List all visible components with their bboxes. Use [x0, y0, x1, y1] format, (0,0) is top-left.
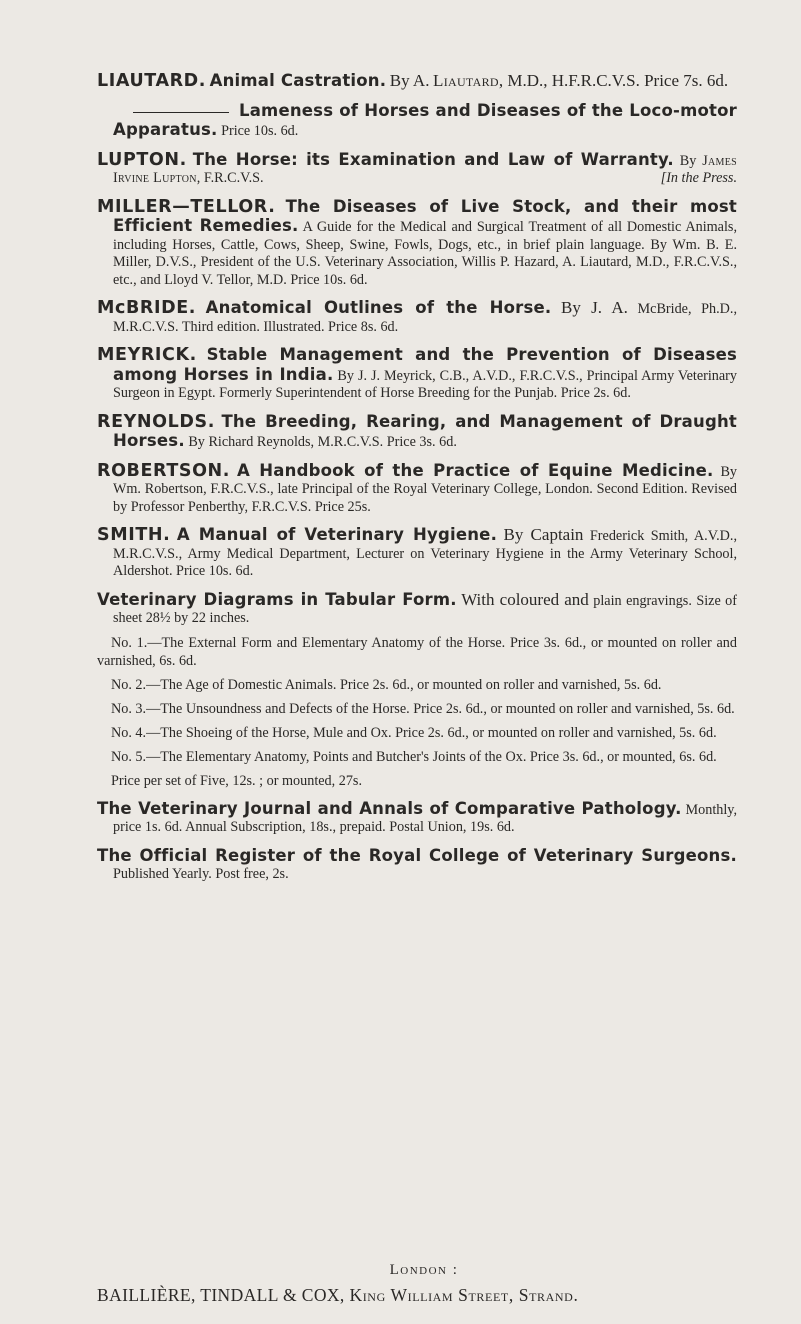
entry-details: McBride, Ph.D., M.R.C.V.S. Third edition. Illustrated. Price 8s. 6d. [113, 301, 738, 335]
entry-author: LIAUTARD. [97, 71, 207, 91]
entry-details: By Wm. Robertson, F.R.C.V.S., late Principal of the Royal Veterinary College, London. Second Edition. Revised by Professor Penberthy, F.R.C.V.S. Price 25s. [113, 463, 737, 515]
entry-miller-tellor [97, 198, 737, 290]
entry-title: The Veterinary Journal and Annals of Comparative Pathology. [97, 798, 682, 818]
in-press-note: [In the Press. [660, 170, 737, 186]
publisher-name: BAILLIÈRE, TINDALL & COX, [97, 1285, 345, 1305]
entry-by: By [679, 152, 697, 169]
entry-author: MILLER—TELLOR. [97, 196, 276, 217]
entry-details: , M.D., H.F.R.C.V.S. Price 7s. 6d. [498, 71, 729, 90]
entry-author: REYNOLDS. [97, 411, 215, 432]
entry-title: Animal Castration. [209, 71, 387, 90]
ditto-rule [133, 112, 229, 113]
entry-by-name: Liautard [433, 71, 499, 90]
entry-details: Monthly, price 1s. 6d. Annual Subscription, 18s., prepaid. Postal Union, 19s. 6d. [113, 801, 738, 835]
entry-by: By A. [389, 71, 430, 90]
entry-details: plain engravings. Size of sheet 28½ by 22 inches. [113, 592, 738, 626]
entry-details: Published Yearly. Post free, 2s. [113, 866, 289, 882]
diagram-item: No. 5.—The Elementary Anatomy, Points and Butcher's Joints of the Ox. Price 3s. 6d., or mounted, 6s. 6d. [111, 748, 717, 765]
entry-author: McBRIDE. [97, 298, 197, 318]
entry-title: Anatomical Outlines of the Horse. [205, 298, 552, 317]
entry-liautard [97, 72, 737, 92]
entry-title: A Handbook of the Practice of Equine Medicine. [236, 460, 714, 480]
entry-mcbride [97, 299, 737, 336]
entry-robertson [97, 462, 737, 517]
entry-title: The Horse: its Examination and Law of Warranty. [192, 149, 674, 169]
publisher-address: King William Street, Strand. [349, 1285, 579, 1305]
entry-reynolds [97, 413, 737, 452]
entry-details: Price 10s. 6d. [221, 123, 299, 139]
entry-title: Stable Management and the Prevention of Diseases among Horses in India. [113, 345, 738, 384]
entry-liautard-lameness [97, 102, 737, 141]
entry-by: By Captain [503, 525, 584, 544]
entry-author: SMITH. [97, 525, 171, 545]
entry-title: The Diseases of Live Stock, and their most Efficient Remedies. [113, 196, 737, 235]
entry-by: With coloured and [461, 589, 589, 609]
entry-details: Frederick Smith, A.V.D., M.R.C.V.S., Army Medical Department, Lecturer on Veterinary Hygiene in the Army Veterinary School, Aldershot. Price 10s. 6d. [113, 528, 738, 579]
imprint-publisher [97, 1285, 737, 1306]
entry-details: A Guide for the Medical and Surgical Treatment of all Domestic Animals, including Horses, Cattle, Cows, Sheep, Swine, Fowls, Dogs, etc., in brief plain language. By Wm. B. E. Miller, D.V.S., President of the U.S. Veterinary Association, Willis P. Hazard, A. Liautard, M.D., F.R.C.V.S., etc., and Lloyd V. Tellor, M.D. Price 10s. 6d. [113, 219, 737, 288]
diagram-item: No. 2.—The Age of Domestic Animals. Price 2s. 6d., or mounted on roller and varnished, 5s. 6d. [111, 676, 662, 693]
entry-title: Lameness of Horses and Diseases of the Loco-motor Apparatus. [113, 100, 737, 139]
imprint-city: London : [389, 1262, 459, 1278]
entry-journal [97, 800, 737, 837]
entry-meyrick [97, 346, 737, 403]
catalogue-page [97, 72, 737, 894]
entry-author: ROBERTSON. [97, 460, 231, 481]
entry-lupton [97, 151, 737, 188]
entry-title: The Breeding, Rearing, and Management of Draught Horses. [113, 411, 738, 450]
entry-smith [97, 526, 737, 581]
diagram-item: No. 4.—The Shoeing of the Horse, Mule and Ox. Price 2s. 6d., or mounted on roller and varnished, 5s. 6d. [111, 724, 717, 741]
entry-by: By J. A. [561, 298, 628, 317]
entry-details: By J. J. Meyrick, C.B., A.V.D., F.R.C.V.S., Principal Army Veterinary Surgeon in Egypt. Formerly Superintendent of Horse Breeding for the Punjab. Price 2s. 6d. [113, 367, 738, 401]
entry-title: The Official Register of the Royal College of Veterinary Surgeons. [97, 845, 737, 865]
entry-title: Veterinary Diagrams in Tabular Form. [97, 589, 457, 609]
entry-by-name: James Irvine Lupton [113, 152, 738, 186]
diagram-item: No. 3.—The Unsoundness and Defects of the Horse. Price 2s. 6d., or mounted on roller and varnished, 5s. 6d. [111, 700, 735, 717]
entry-details: By Richard Reynolds, M.R.C.V.S. Price 3s. 6d. [188, 434, 457, 450]
entry-author: MEYRICK. [97, 345, 197, 365]
entry-diagrams [97, 591, 737, 790]
diagram-item: No. 1.—The External Form and Elementary Anatomy of the Horse. Price 3s. 6d., or mounted on roller and varnished, 6s. 6d. [97, 634, 737, 669]
entry-title: A Manual of Veterinary Hygiene. [176, 525, 498, 544]
entry-details: , F.R.C.V.S. [196, 170, 264, 186]
entry-register [97, 847, 737, 884]
publisher-imprint [97, 1262, 737, 1306]
entry-author: LUPTON. [97, 149, 187, 170]
diagram-set-price: Price per set of Five, 12s. ; or mounted, 27s. [111, 772, 363, 789]
